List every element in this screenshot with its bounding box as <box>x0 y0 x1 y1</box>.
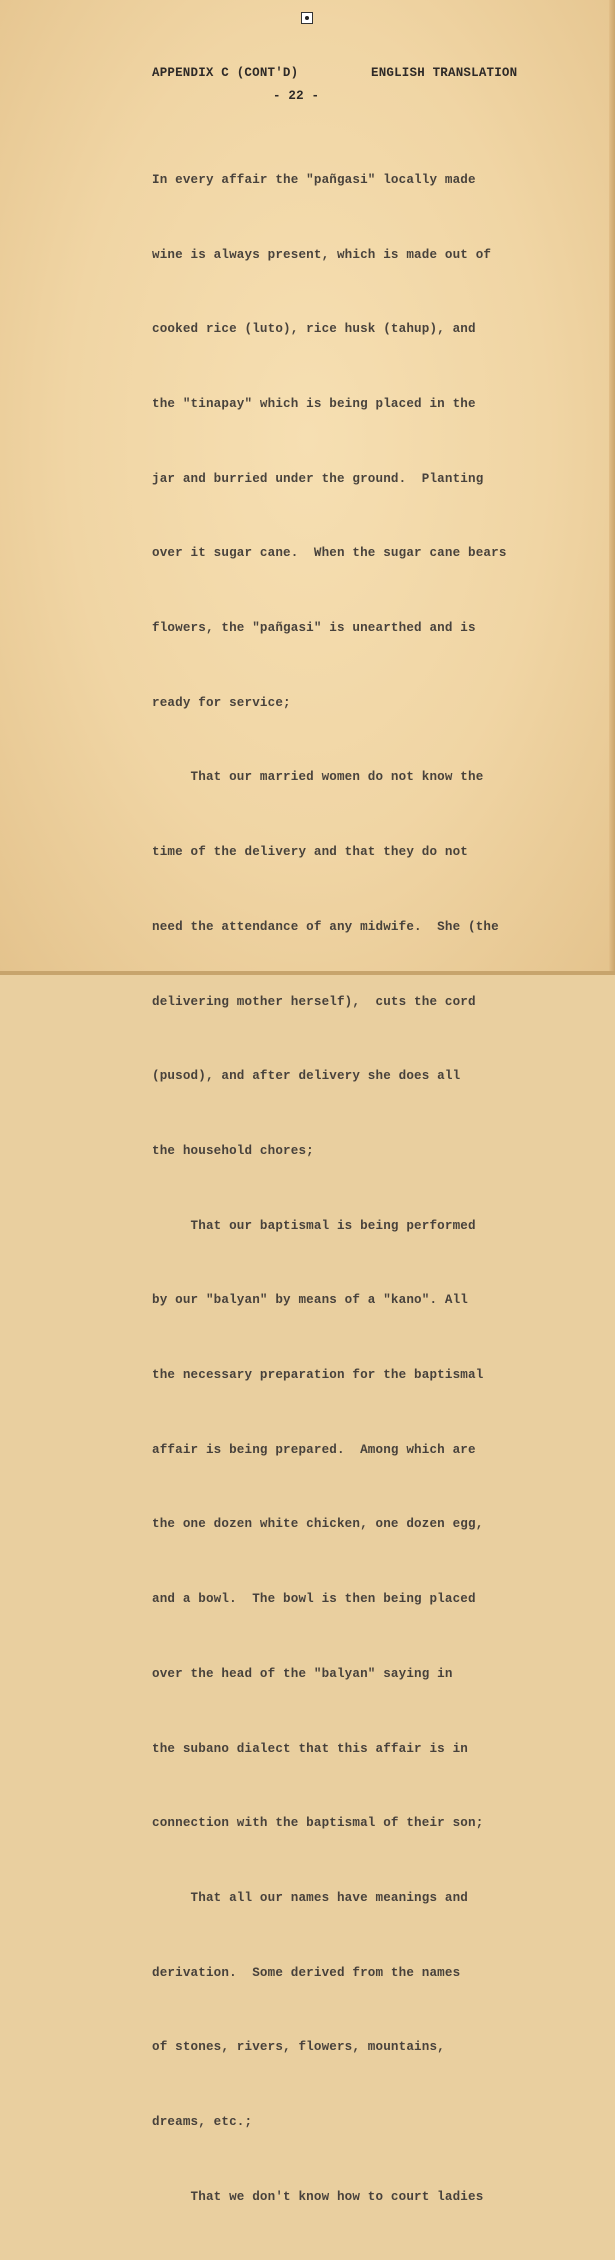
text-line: the subano dialect that this affair is in <box>152 1741 469 1756</box>
body-text <box>152 118 552 2260</box>
text-line: That our baptismal is being performed <box>152 1218 476 1233</box>
text-line: That we don't know how to court ladies <box>152 2189 484 2204</box>
page-edge-right <box>609 0 615 975</box>
binder-hole-icon <box>301 12 313 24</box>
text-line: ready for service; <box>152 695 291 710</box>
text-line: the one dozen white chicken, one dozen egg, <box>152 1517 484 1532</box>
text-line: connection with the baptismal of their son; <box>152 1816 484 1831</box>
text-line: jar and burried under the ground. Planting <box>152 471 484 486</box>
text-line: delivering mother herself), cuts the cord <box>152 994 476 1009</box>
text-line: wine is always present, which is made out of <box>152 247 492 262</box>
text-line: by our "balyan" by means of a "kano". All <box>152 1293 469 1308</box>
text-line: derivation. Some derived from the names <box>152 1965 461 1980</box>
text-line: flowers, the "pañgasi" is unearthed and is <box>152 621 476 636</box>
text-line: need the attendance of any midwife. She (the <box>152 919 499 934</box>
text-line: In every affair the "pañgasi" locally made <box>152 172 476 187</box>
text-line: the necessary preparation for the baptismal <box>152 1368 484 1383</box>
text-line: time of the delivery and that they do not <box>152 845 469 860</box>
text-line: dreams, etc.; <box>152 2115 253 2130</box>
text-line: of stones, rivers, flowers, mountains, <box>152 2040 445 2055</box>
text-line: affair is being prepared. Among which are <box>152 1442 476 1457</box>
text-line: the "tinapay" which is being placed in the <box>152 396 476 411</box>
page-number: - 22 - <box>273 89 320 103</box>
text-line: (pusod), and after delivery she does all <box>152 1069 461 1084</box>
translation-heading: ENGLISH TRANSLATION <box>371 66 518 80</box>
appendix-heading: APPENDIX C (CONT'D) <box>152 66 299 80</box>
text-line: over it sugar cane. When the sugar cane bears <box>152 546 507 561</box>
text-line: the household chores; <box>152 1143 314 1158</box>
text-line: That all our names have meanings and <box>152 1890 469 1905</box>
text-line: over the head of the "balyan" saying in <box>152 1666 453 1681</box>
text-line: and a bowl. The bowl is then being placed <box>152 1592 476 1607</box>
text-line: cooked rice (luto), rice husk (tahup), and <box>152 322 476 337</box>
text-line: That our married women do not know the <box>152 770 484 785</box>
